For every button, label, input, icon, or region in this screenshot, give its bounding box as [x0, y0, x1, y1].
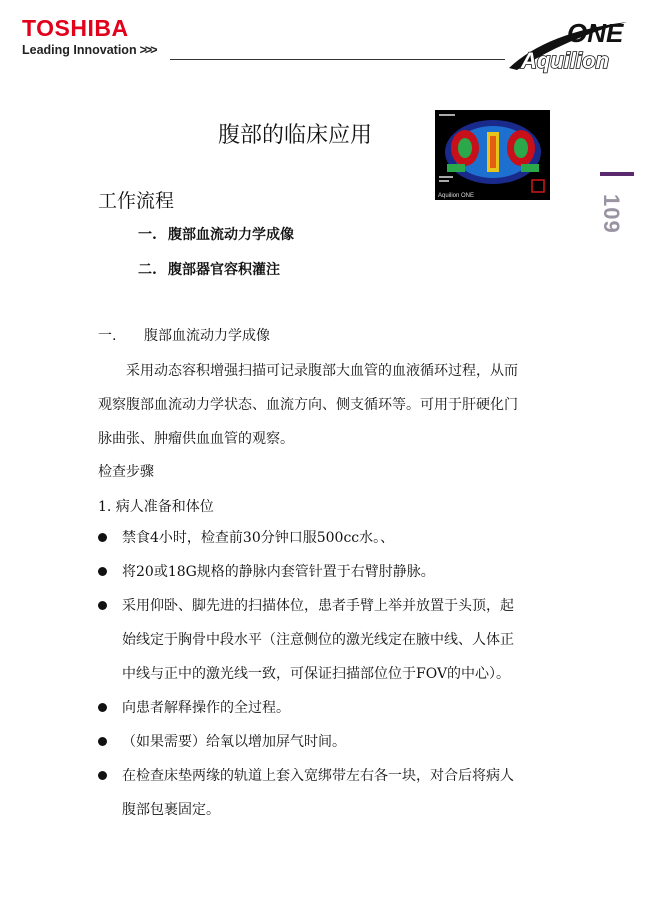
list-item-line: 将20或18G规格的静脉内套管针置于右臂肘静脉。 — [122, 564, 435, 580]
list-item — [98, 521, 558, 555]
workflow-item-marker: 一. — [138, 227, 157, 243]
brand-name: TOSHIBA — [22, 15, 129, 41]
section-marker: 一. — [98, 328, 117, 344]
list-item-line: （如果需要）给氧以增加屏气时间。 — [122, 734, 346, 750]
ct-perfusion-image — [435, 110, 550, 200]
thumb-caption: Aquilion ONE — [438, 193, 475, 199]
bullet-icon — [98, 703, 107, 712]
list-item-line: 始线定于胸骨中段水平（注意侧位的激光线定在腋中线、人体正 — [122, 632, 514, 648]
page-number: 109 — [599, 194, 624, 234]
brand-tagline — [22, 42, 156, 58]
tagline-arrows: >>> — [139, 43, 156, 57]
list-item — [98, 759, 558, 827]
paragraph-line: 脉曲张、肿瘤供血血管的观察。 — [98, 431, 294, 447]
workflow-heading: 工作流程 — [98, 190, 175, 212]
workflow-item-text: 腹部血流动力学成像 — [168, 227, 294, 243]
workflow-item-text: 腹部器官容积灌注 — [168, 262, 280, 278]
workflow-item-marker: 二. — [138, 262, 157, 278]
list-item — [98, 725, 558, 759]
bullet-icon — [98, 601, 107, 610]
steps-label: 检查步骤 — [98, 464, 154, 480]
section-paragraph — [98, 354, 553, 456]
paragraph-line: 观察腹部血流动力学状态、血流方向、侧支循环等。可用于肝硬化门 — [98, 397, 518, 413]
page-tab-bar — [600, 172, 634, 176]
bullet-icon — [98, 771, 107, 780]
header-rule — [170, 59, 505, 60]
step1-label: 1. 病人准备和体位 — [98, 499, 214, 515]
list-item-line: 禁食4小时，检查前30分钟口服500cc水。、 — [122, 530, 395, 546]
list-item-line: 腹部包裹固定。 — [122, 802, 220, 818]
workflow-item — [138, 224, 294, 244]
bullet-icon — [98, 533, 107, 542]
bullet-icon — [98, 567, 107, 576]
paragraph-line: 采用动态容积增强扫描可记录腹部大血管的血液循环过程，从而 — [126, 363, 518, 379]
list-item-line: 采用仰卧、脚先进的扫描体位，患者手臂上举并放置于头顶，起 — [122, 598, 514, 614]
list-item-line: 向患者解释操作的全过程。 — [122, 700, 290, 716]
list-item — [98, 691, 558, 725]
page-title: 腹部的临床应用 — [218, 123, 373, 148]
list-item — [98, 555, 558, 589]
list-item — [98, 589, 558, 691]
section-heading — [98, 325, 270, 345]
bullet-icon — [98, 737, 107, 746]
logo-aquilion-text: Aquilion — [521, 48, 609, 73]
toshiba-logo — [22, 16, 156, 58]
tagline-text: Leading Innovation — [22, 43, 137, 57]
list-item-line: 在检查床垫两缘的轨道上套入宽绑带左右各一块，对合后将病人 — [122, 768, 514, 784]
logo-one-text: ONE — [567, 18, 624, 48]
bullet-list — [98, 521, 558, 827]
aquilion-one-logo — [507, 14, 632, 76]
list-item-line: 中线与正中的激光线一致，可保证扫描部位位于FOV的中心）。 — [122, 666, 511, 682]
page-number-tab — [600, 172, 634, 232]
workflow-item — [138, 259, 280, 279]
section-title: 腹部血流动力学成像 — [144, 328, 270, 344]
